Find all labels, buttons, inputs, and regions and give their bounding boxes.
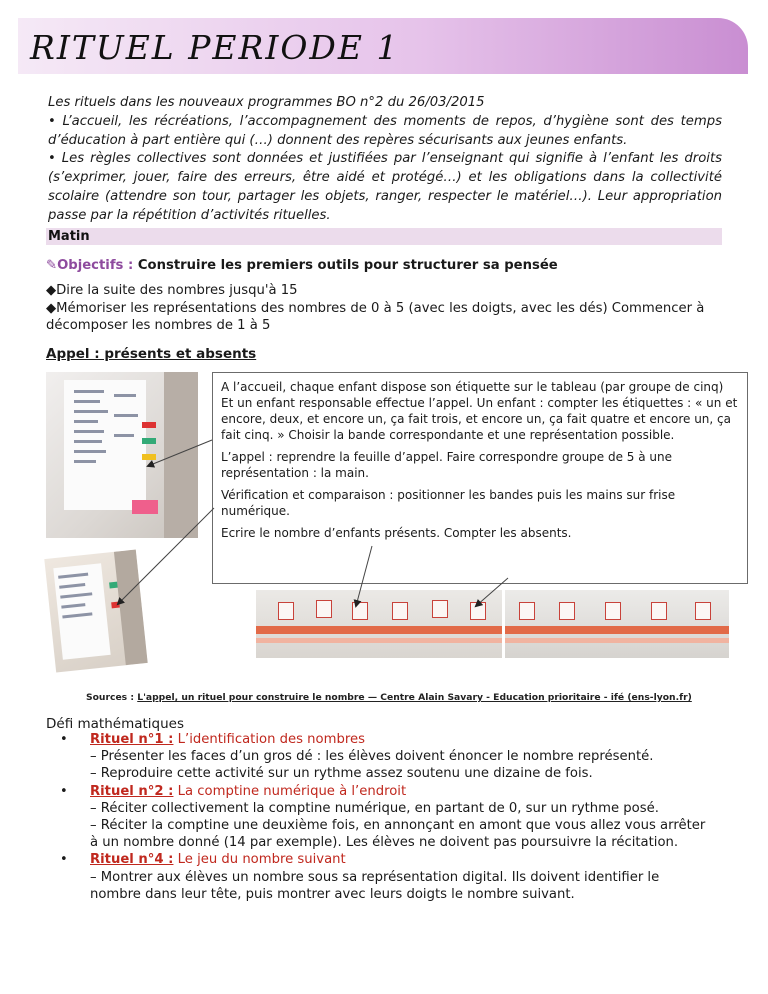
ritual-name: La comptine numérique à l’endroit <box>177 783 407 799</box>
name-sheet <box>64 380 146 510</box>
appel-description-box <box>212 372 748 584</box>
ritual-step: – Montrer aux élèves un nombre sous sa représentation digital. Ils doivent identifier le nombre dans leur tête, puis montrer avec leurs doigts le nombre suivant. <box>90 869 660 902</box>
ritual-step: – Réciter la comptine une deuxième fois, en annonçant en amont que vous allez vous arrêter à un nombre donné (14 par exemple). Les élèves ne doivent pas poursuivre la récitation. <box>90 818 706 851</box>
pencil-icon: ✎ <box>46 258 58 273</box>
appel-heading: Appel : présents et absents <box>46 346 257 362</box>
list-item: ◆Dire la suite des nombres jusqu'à 15 <box>46 283 298 298</box>
ritual-list <box>54 731 714 903</box>
photo-number-frieze-left <box>256 590 502 658</box>
list-item: ◆Mémoriser les représentations des nombres de 0 à 5 (avec les doigts, avec les dés) Commencer à décomposer les nombres de 1 à 5 <box>46 300 705 333</box>
intro-block <box>48 94 722 226</box>
ritual-number: Rituel n°2 : <box>90 783 174 799</box>
sources-link[interactable]: L'appel, un rituel pour construire le nombre — Centre Alain Savary - Education prioritaire - ifé (ens-lyon.fr) <box>137 692 692 703</box>
objectives-list <box>46 282 726 335</box>
sources-line <box>86 692 692 703</box>
objectives-text: Construire les premiers outils pour structurer sa pensée <box>137 258 558 273</box>
objectives-label: Objectifs : <box>57 258 134 273</box>
ritual-number: Rituel n°1 : <box>90 732 174 747</box>
diamond-bullet-icon: ◆ <box>46 300 57 316</box>
appel-paragraph: Vérification et comparaison : positionner les bandes puis les mains sur frise numérique. <box>221 488 676 518</box>
ritual-name: Le jeu du nombre suivant <box>177 852 346 868</box>
bullet-icon: • <box>60 732 68 747</box>
section-header: Matin <box>46 228 722 245</box>
photo-name-labels <box>44 550 147 673</box>
appel-paragraph: A l’accueil, chaque enfant dispose son étiquette sur le tableau (par groupe de cinq) Et un enfant responsable effectue l’appel. Un enfant : compter les étiquettes : « un et encore, deux, et encore un, ça fait trois, et encore un, ça fait quatre et encore un, ça fait cinq. » Choisir la bande correspondante et une représentation possible. <box>221 380 738 442</box>
intro-paragraph-1: • L’accueil, les récréations, l’accompagnement des moments de repos, d’hygiène sont des temps d’éducation à part entière qui (…) donnent des repères sécurisants aux jeunes enfants. <box>48 113 722 148</box>
page-title: RITUEL PERIODE 1 <box>30 28 400 67</box>
ritual-step: – Reproduire cette activité sur un rythme assez soutenu une dizaine de fois. <box>90 766 593 782</box>
objectives-line <box>46 258 558 273</box>
bullet-icon: • <box>60 852 68 868</box>
intro-paragraph-2: • Les règles collectives sont données et justifiées par l’enseignant qui signifie à l’enfant les droits (s’exprimer, jouer, faire des erreurs, être aidé et protégé…) et les obligations dans la collectivité scolaire (attendre son tour, partager les objets, ranger, respecter le matériel…). Leur appropriation passe par la répétition d’activités rituelles. <box>48 151 722 223</box>
appel-paragraph: Ecrire le nombre d’enfants présents. Compter les absents. <box>221 526 572 540</box>
photo-number-frieze-right <box>505 590 729 658</box>
bullet-icon: • <box>60 783 68 799</box>
list-item <box>54 851 714 903</box>
defi-heading: Défi mathématiques <box>46 716 185 732</box>
sources-label: Sources : <box>86 692 135 703</box>
diamond-bullet-icon: ◆ <box>46 283 57 298</box>
ritual-step: – Réciter collectivement la comptine numérique, en partant de 0, sur un rythme posé. <box>90 800 659 816</box>
ritual-name: L’identification des nombres <box>177 732 365 747</box>
appel-paragraph: L’appel : reprendre la feuille d’appel. Faire correspondre groupe de 5 à une représentation : la main. <box>221 450 673 480</box>
ritual-step: – Présenter les faces d’un gros dé : les élèves doivent énoncer le nombre représenté. <box>90 749 654 765</box>
intro-line: Les rituels dans les nouveaux programmes BO n°2 du 26/03/2015 <box>48 95 485 110</box>
list-item <box>54 731 714 783</box>
list-item <box>54 783 714 852</box>
photo-name-board <box>46 372 198 538</box>
ritual-number: Rituel n°4 : <box>90 852 174 868</box>
